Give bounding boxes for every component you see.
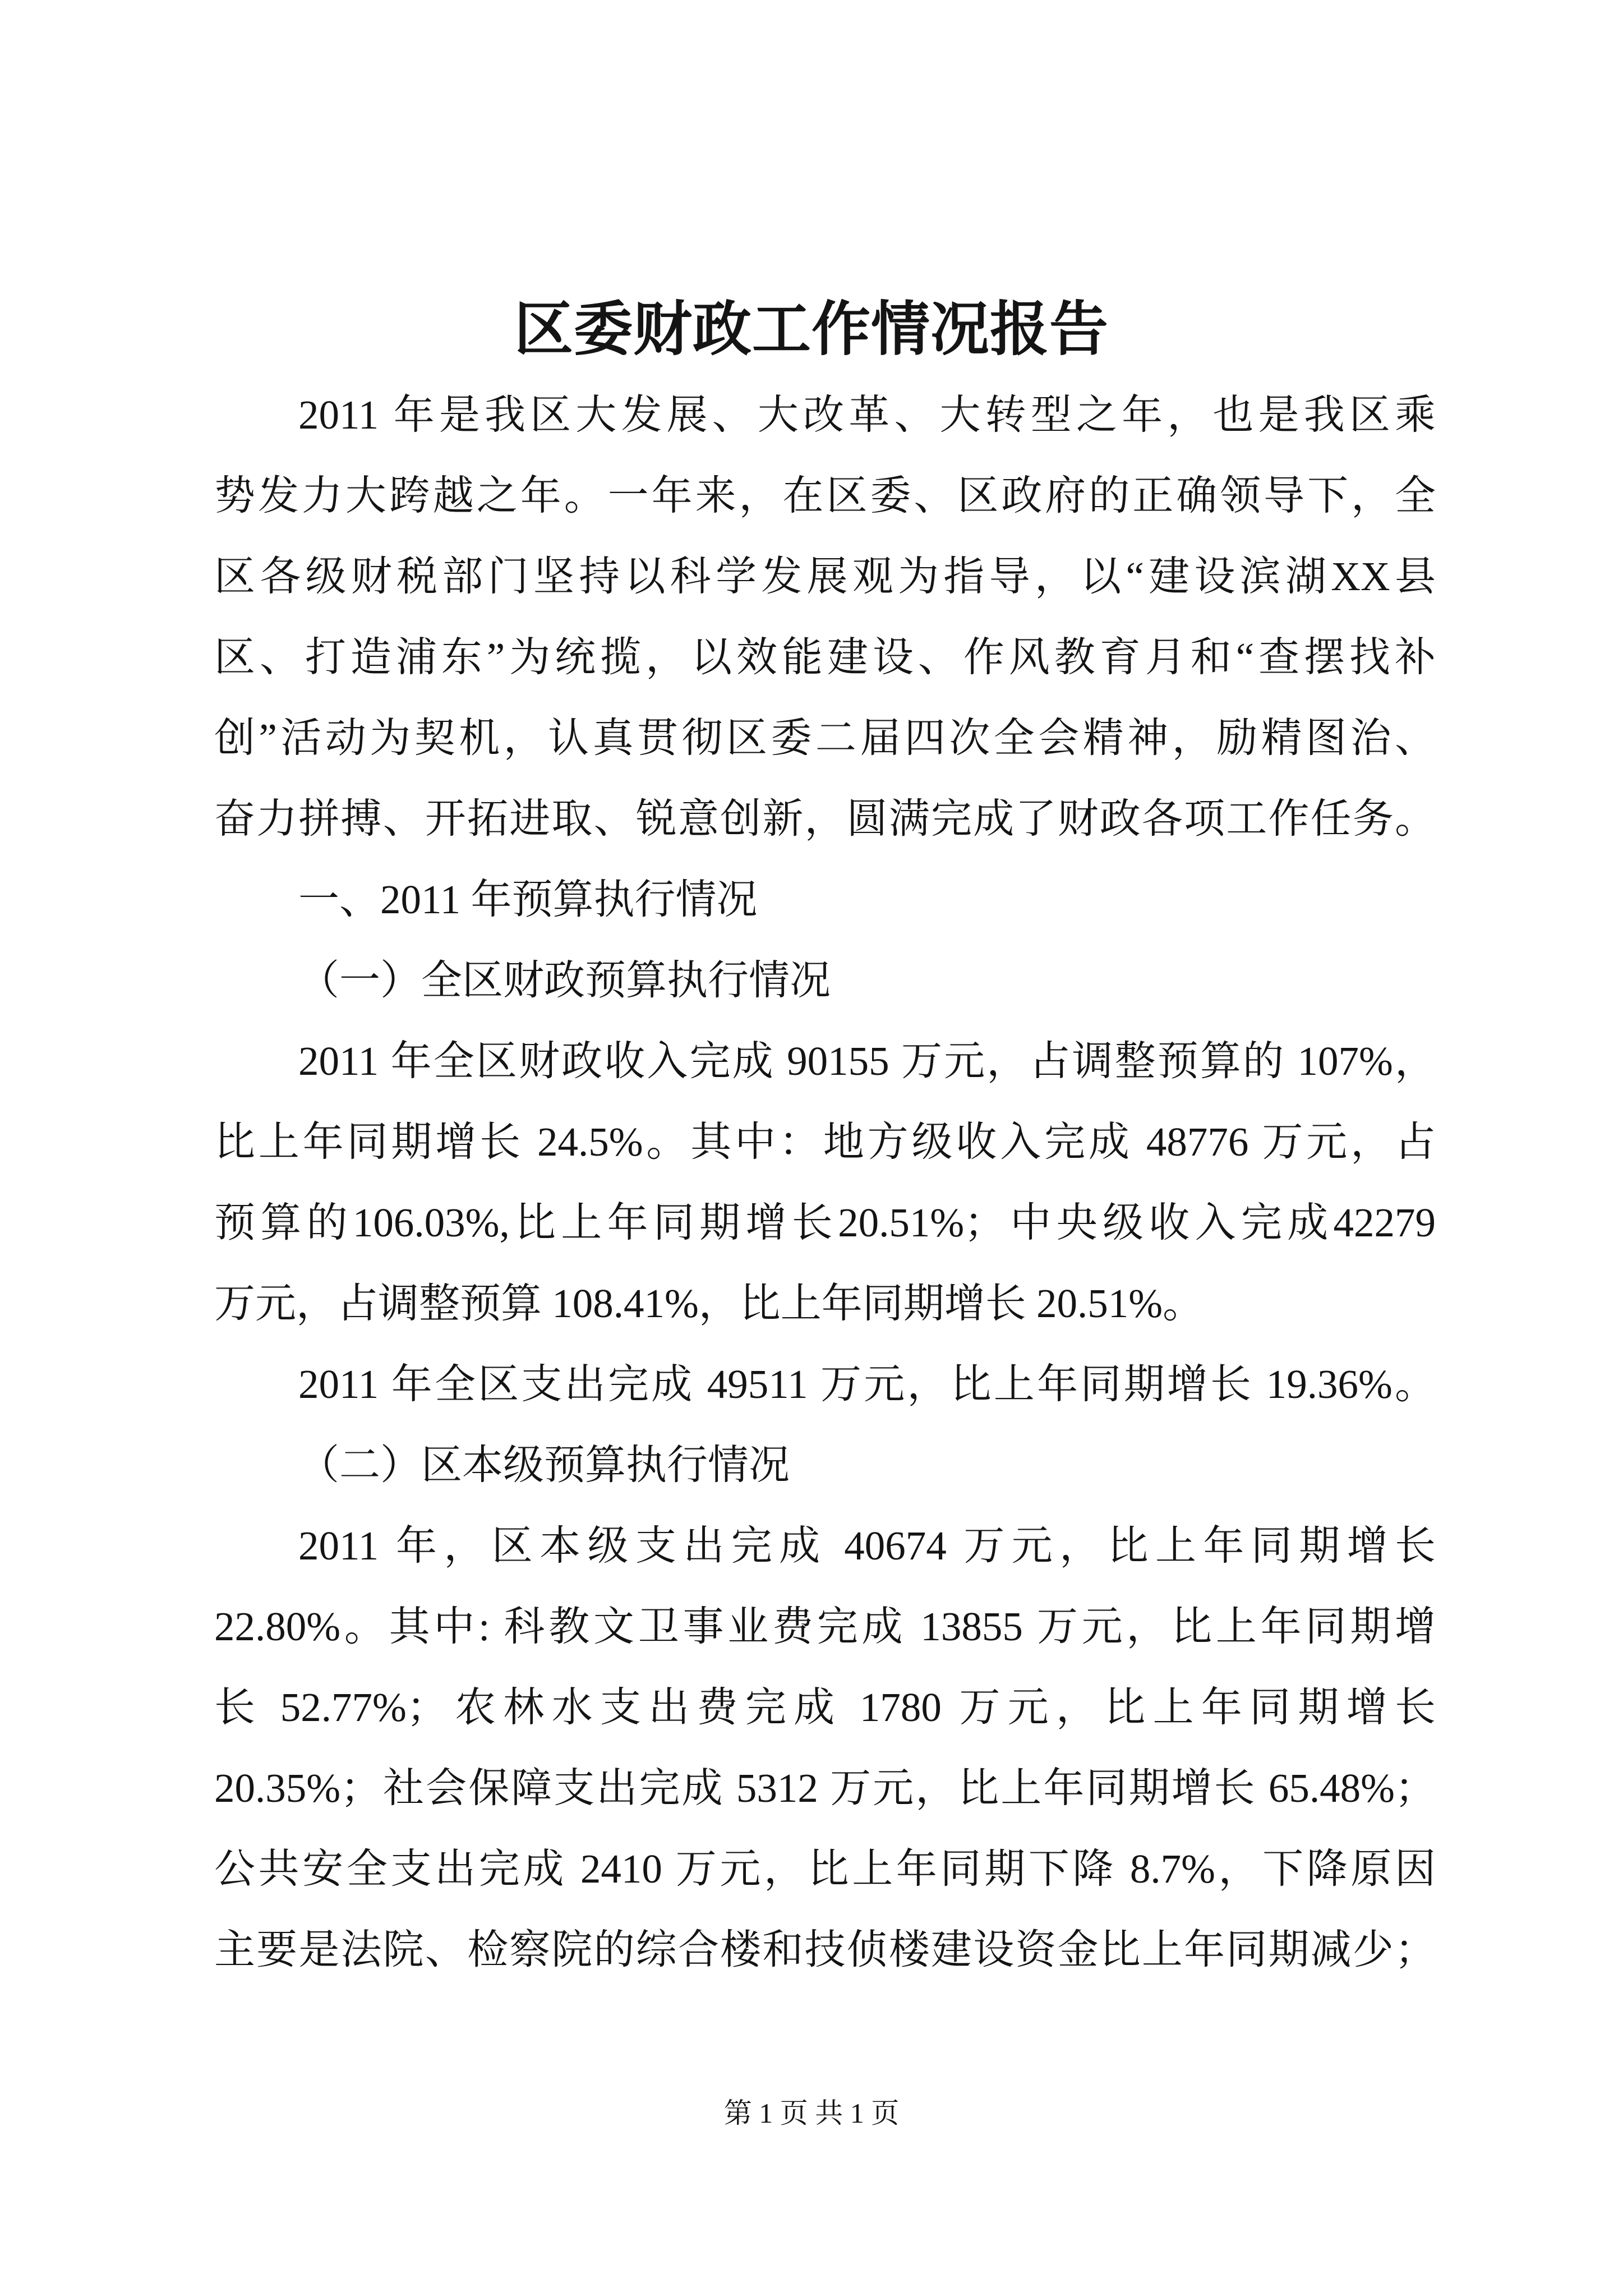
text-line: 20.35%；社会保障支出完成 5312 万元，比上年同期增长 65.48%； <box>214 1765 1436 1811</box>
text-line: 主要是法院、检察院的综合楼和技侦楼建设资金比上年同期减少； <box>214 1927 1436 1972</box>
text-line: （二）区本级预算执行情况 <box>298 1442 790 1488</box>
text-line: 22.80%。其中: 科教文卫事业费完成 13855 万元，比上年同期增 <box>214 1604 1436 1649</box>
text-line: 公共安全支出完成 2410 万元，比上年同期下降 8.7%，下降原因 <box>214 1846 1436 1892</box>
text-line: 长 52.77%；农林水支出费完成 1780 万元，比上年同期增长 <box>214 1685 1436 1730</box>
text-line: 势发力大跨越之年。一年来，在区委、区政府的正确领导下，全 <box>214 473 1436 518</box>
intro-paragraph <box>214 375 1436 859</box>
text-line: 预算的106.03%,比上年同期增长20.51%；中央级收入完成42279 <box>214 1200 1436 1245</box>
text-line: 奋力拼搏、开拓进取、锐意创新，圆满完成了财政各项工作任务。 <box>214 796 1436 841</box>
text-line: 比上年同期增长 24.5%。其中：地方级收入完成 48776 万元，占 <box>214 1119 1436 1165</box>
page-number-footer: 第 1 页 共 1 页 <box>723 2097 900 2129</box>
text-line: （一）全区财政预算执行情况 <box>298 958 831 1003</box>
text-line: 区各级财税部门坚持以科学发展观为指导，以“建设滨湖XX县 <box>214 554 1436 599</box>
document-title: 区委财政工作情况报告 <box>514 297 1109 362</box>
text-line: 一、2011 年预算执行情况 <box>298 877 758 922</box>
subsection-heading <box>214 940 1436 1021</box>
text-line: 创”活动为契机，认真贯彻区委二届四次全会精神，励精图治、 <box>214 715 1436 761</box>
text-line: 2011 年，区本级支出完成 40674 万元，比上年同期增长 <box>298 1523 1436 1568</box>
district-expenditure-paragraph <box>214 1506 1436 1990</box>
text-line: 2011 年全区财政收入完成 90155 万元，占调整预算的 107%， <box>298 1038 1436 1084</box>
text-line: 区、打造浦东”为统揽，以效能建设、作风教育月和“查摆找补 <box>214 634 1436 680</box>
document-body <box>214 375 1436 1990</box>
text-line: 2011 年是我区大发展、大改革、大转型之年，也是我区乘 <box>298 392 1436 438</box>
revenue-paragraph <box>214 1021 1436 1344</box>
text-line: 万元，占调整预算 108.41%，比上年同期增长 20.51%。 <box>214 1281 1204 1326</box>
section-heading <box>214 859 1436 940</box>
text-line: 2011 年全区支出完成 49511 万元，比上年同期增长 19.36%。 <box>298 1361 1436 1407</box>
subsection-heading <box>214 1425 1436 1506</box>
expenditure-paragraph <box>214 1344 1436 1425</box>
